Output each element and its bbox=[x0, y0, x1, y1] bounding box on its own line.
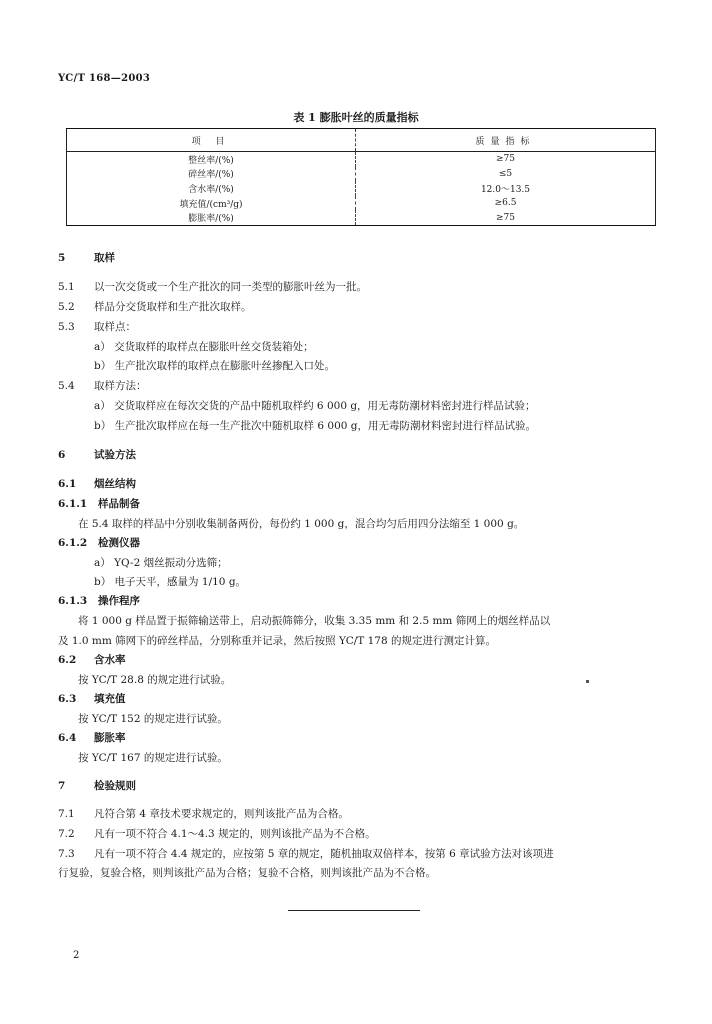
table-header-row bbox=[67, 129, 656, 152]
clause-5-3: 5.3 取样点： bbox=[58, 321, 136, 333]
clause-6-4: 6.4 膨胀率 bbox=[58, 732, 126, 744]
table-cell-name: 碎丝率/(%) bbox=[67, 167, 356, 182]
clause-5-3-a: a） 交货取样的取样点在膨胀叶丝交货装箱处； bbox=[94, 341, 314, 353]
section-6-heading: 6 试验方法 bbox=[58, 449, 136, 461]
clause-6-1-2: 6.1.2 检测仪器 bbox=[58, 537, 140, 549]
clause-6-4-text: 按 YC/T 167 的规定进行试验。 bbox=[78, 752, 228, 764]
clause-7-3-continuation: 行复验，复验合格，则判该批产品为合格；复验不合格，则判该批产品为不合格。 bbox=[58, 867, 436, 879]
clause-5-4-a: a） 交货取样应在每次交货的产品中随机取样约 6 000 g，用无毒防潮材料密封进行样品试验； bbox=[94, 400, 536, 412]
clause-6-1-2-b: b） 电子天平，感量为 1/10 g。 bbox=[94, 576, 247, 588]
clause-6-1: 6.1 烟丝结构 bbox=[58, 478, 136, 490]
clause-6-2-text: 按 YC/T 28.8 的规定进行试验。 bbox=[78, 674, 232, 686]
column-header-value: 质量指标 bbox=[356, 129, 656, 152]
clause-5-4-b: b） 生产批次取样应在每一生产批次中随机取样 6 000 g，用无毒防潮材料密封进行样品试验。 bbox=[94, 420, 537, 432]
table-cell-value: ≤5 bbox=[498, 168, 513, 179]
clause-5-2: 5.2 样品分交货取样和生产批次取样。 bbox=[58, 301, 252, 313]
table-cell-name: 整丝率/(%) bbox=[67, 152, 356, 167]
clause-6-3-text: 按 YC/T 152 的规定进行试验。 bbox=[78, 713, 228, 725]
clause-6-1-1: 6.1.1 样品制备 bbox=[58, 498, 140, 510]
clause-6-1-3-text-line-1: 将 1 000 g 样品置于振筛输送带上，启动振筛筛分，收集 3.35 mm 和 2.5 mm 筛网上的烟丝样品以 bbox=[78, 615, 551, 627]
clause-7-2: 7.2 凡有一项不符合 4.1～4.3 规定的，则判该批产品为不合格。 bbox=[58, 828, 376, 840]
clause-5-3-b: b） 生产批次取样的取样点在膨胀叶丝掺配入口处。 bbox=[94, 360, 336, 372]
table-row bbox=[67, 152, 656, 167]
clause-6-1-2-a: a） YQ-2 烟丝振动分选筛； bbox=[94, 557, 228, 569]
clause-7-1: 7.1 凡符合第 4 章技术要求规定的，则判该批产品为合格。 bbox=[58, 808, 349, 820]
column-header-item: 项 目 bbox=[67, 129, 356, 152]
clause-5-4: 5.4 取样方法： bbox=[58, 380, 147, 392]
clause-6-3: 6.3 填充值 bbox=[58, 693, 126, 705]
clause-6-1-3-text-line-2: 及 1.0 mm 筛网下的碎丝样品，分别称重并记录，然后按照 YC/T 178 的规定进行测定计算。 bbox=[58, 635, 496, 647]
clause-7-3: 7.3 凡有一项不符合 4.4 规定的，应按第 5 章的规定，随机抽取双倍样本，按第 6 章试验方法对该项进 bbox=[58, 848, 554, 860]
table-cell-value: ≥75 bbox=[496, 212, 515, 223]
table-cell-name: 含水率/(%) bbox=[67, 181, 356, 196]
section-5-heading: 5 取样 bbox=[58, 252, 115, 264]
clause-6-1-1-text: 在 5.4 取样的样品中分别收集制备两份，每份约 1 000 g，混合均匀后用四分法缩至 1 000 g。 bbox=[78, 518, 525, 530]
table-row bbox=[67, 196, 656, 211]
table-cell-name: 填充值/(cm³/g) bbox=[67, 196, 356, 211]
clause-6-2: 6.2 含水率 bbox=[58, 654, 126, 666]
table-title: 表 1 膨胀叶丝的质量指标 bbox=[293, 111, 419, 124]
scan-speck bbox=[586, 680, 589, 683]
quality-index-table bbox=[66, 128, 656, 226]
table-row bbox=[67, 210, 656, 225]
page-number: 2 bbox=[73, 950, 80, 961]
clause-5-1: 5.1 以一次交货或一个生产批次的同一类型的膨胀叶丝为一批。 bbox=[58, 281, 367, 293]
table-cell-value: ≥6.5 bbox=[494, 198, 517, 209]
table-row bbox=[67, 181, 656, 196]
table-cell-name: 膨胀率/(%) bbox=[67, 210, 356, 225]
table-row bbox=[67, 167, 656, 182]
end-rule bbox=[288, 910, 420, 911]
section-7-heading: 7 检验规则 bbox=[58, 780, 136, 792]
table-cell-value: 12.0～13.5 bbox=[480, 184, 531, 195]
standard-code-header: YC/T 168—2003 bbox=[58, 73, 151, 84]
clause-6-1-3: 6.1.3 操作程序 bbox=[58, 595, 140, 607]
table-cell-value: ≥75 bbox=[496, 154, 515, 165]
